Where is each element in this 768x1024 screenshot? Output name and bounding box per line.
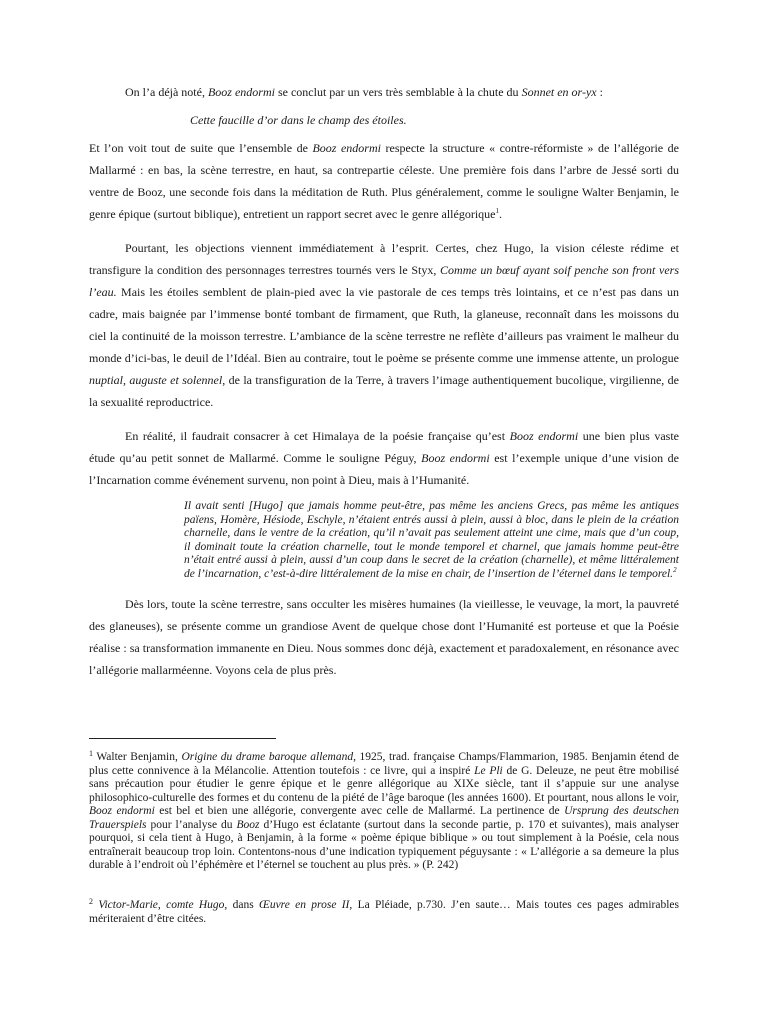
text: Mais les étoiles semblent de plain-pied avec la vie pastorale de ces temps très lointains, et ce n’est pas dans un cadre, mais baignée par l’immense bonté tombant de firmament, que Ruth, la glaneuse, reconnaît dans les moissons du ciel la continuité de la moisson terrestre. L’ambiance de la scène terrestre ne reflète d’ailleurs pas vraiment le malheur du monde d’ici-bas, le deuil de l’Idéal. Bien au contraire, tout le poème se présente comme une immense attente, un prologue <box>89 285 679 365</box>
text: , dans <box>224 899 259 911</box>
text: pour l’analyse du <box>146 818 237 831</box>
footnote-number: 2 <box>89 897 93 906</box>
footnote-number: 1 <box>89 749 93 758</box>
quoted-verse: Comme un bœuf ayant soif penche son front vers l’eau. <box>89 263 679 299</box>
text: En réalité, il faudrait consacrer à cet Himalaya de la poésie française qu’est <box>125 429 510 443</box>
verse-text: Cette faucille d’or dans le champ des étoiles. <box>190 113 407 127</box>
text: Et l’on voit tout de suite que l’ensemble de <box>89 141 313 155</box>
text: est l’exemple unique d’une vision de l’Incarnation comme événement survenu, non point à Dieu, mais à l’Humanité. <box>89 451 679 487</box>
paragraph-4 <box>89 425 679 491</box>
title-booz-endormi: Booz endormi <box>312 141 381 155</box>
footnote-mark-1[interactable]: 1 <box>495 207 499 215</box>
text: , 1925, trad. française Champs/Flammarion, 1985. Benjamin étend de plus cette connivence à la Mélancolie. Attention toutefois : ce livre, qui a inspiré <box>89 751 679 777</box>
text: : <box>596 85 603 99</box>
title-booz-endormi: Booz endormi <box>509 429 579 443</box>
title-sonnet-en-or-yx: Sonnet en or-yx <box>521 85 597 99</box>
text: On l’a déjà noté, <box>125 85 208 99</box>
text: , de la transfiguration de la Terre, à travers l’image authentiquement bucolique, virgilienne, de la sexualité reproductrice. <box>89 373 679 409</box>
book-title: Origine du drame baroque allemand <box>181 751 354 763</box>
text: , La Pléiade, p.730. J’en saute… Mais toutes ces pages admirables mériteraient d’être citées. <box>89 899 679 925</box>
text: . <box>499 207 502 221</box>
text: est bel et bien une allégorie, convergente avec celle de Mallarmé. La pertinence de <box>154 805 565 817</box>
paragraph-1 <box>89 81 679 103</box>
text: se conclut par un vers très semblable à la chute du <box>274 85 522 99</box>
paragraph-5: Dès lors, toute la scène terrestre, sans occulter les misères humaines (la vieillesse, le veuvage, la mort, la pauvreté des glaneuses), se présente comme un grandiose Avent de quelque chose dont l’Humanité est porteuse et que la Poésie réalise : sa transformation immanente en Dieu. Nous sommes donc déjà, exactement et paradoxalement, en résonance avec l’allégorie mallarméenne. Voyons cela de plus près. <box>89 597 679 677</box>
text: de G. Deleuze, ne peut être mobilisé sans précaution pour étudier le genre épique et le genre allégorique au XIXe siècle, tant il s’appuie sur une analyse philosophico-culturelle des formes et du contenu de la piété de l’âge baroque (les années 1600). Et pourtant, nous allons le voir, <box>89 764 679 804</box>
text: une bien plus vaste étude qu’au petit sonnet de Mallarmé. Comme le souligne Péguy, <box>89 429 679 465</box>
title-booz-endormi: Booz endormi <box>207 85 275 99</box>
footnote-mark-2[interactable]: 2 <box>673 565 677 574</box>
block-quote-peguy <box>184 500 679 581</box>
book-title: Le Pli <box>474 764 503 777</box>
book-title: Booz endormi <box>89 805 155 817</box>
title-booz-endormi: Booz endormi <box>421 451 490 465</box>
book-title: Victor-Marie, comte Hugo <box>98 899 225 911</box>
footnote-separator <box>89 738 276 739</box>
footnote-2 <box>89 899 679 926</box>
footnote-1 <box>89 751 679 873</box>
text: Pourtant, les objections viennent immédiatement à l’esprit. Certes, chez Hugo, la vision céleste rédime et transfigure la condition des personnages terrestres tournés vers le Styx, <box>89 241 679 277</box>
text: Walter Benjamin, <box>93 751 182 763</box>
verse-quote <box>89 109 679 131</box>
book-title: Œuvre en prose II <box>258 899 350 911</box>
text: d’Hugo est éclatante (surtout dans la seconde partie, p. 170 et suivantes), mais analyser pourquoi, si cela tient à Hugo, à Benjamin, à la forme « poème épique biblique » ou tout simplement à la Poésie, cela nous entraînerait beaucoup trop loin. Contentons-nous d’une indication typiquement péguysante : « L’allégorie a sa demeure la plus durable à l’endroit où l’éphémère et l’éternel se touchent au plus près. » (P. 242) <box>89 818 679 871</box>
quote-text: Il avait senti [Hugo] que jamais homme peut-être, pas même les anciens Grecs, pas même les antiques païens, Homère, Hésiode, Eschyle, n’étaient entrés aussi à plein, aussi à bloc, dans le plein de la création charnelle, dans le ventre de la création, qu’il n’avait pas seulement atteint une cime, mais que d’un coup, il dominait toute la création charnelle, tout le monde temporel et charnel, que jamais homme peut-être n’était entré aussi à plein, aussi d’un coup dans le secret de la création (charnelle), et même littéralement de l’incarnation, c’est-à-dire littéralement de la mise en chair, de l’insertion de l’éternel dans le temporel. <box>184 500 679 580</box>
paragraph-2 <box>89 137 679 225</box>
document-body <box>89 81 679 681</box>
paragraph-3 <box>89 237 679 413</box>
quoted-phrase: nuptial, auguste et solennel <box>89 373 223 387</box>
book-title: Ursprung des deutschen Trauerspiels <box>89 805 680 831</box>
book-title: Booz <box>236 818 260 831</box>
text: respecte la structure « contre-réformiste » de l’allégorie de Mallarmé : en bas, la scène terrestre, en haut, sa contrepartie céleste. Une première fois dans l’arbre de Jessé sorti du ventre de Booz, une seconde fois dans la méditation de Ruth. Plus généralement, comme le souligne Walter Benjamin, le genre épique (surtout biblique), entretient un rapport secret avec le genre allégorique <box>89 141 679 221</box>
